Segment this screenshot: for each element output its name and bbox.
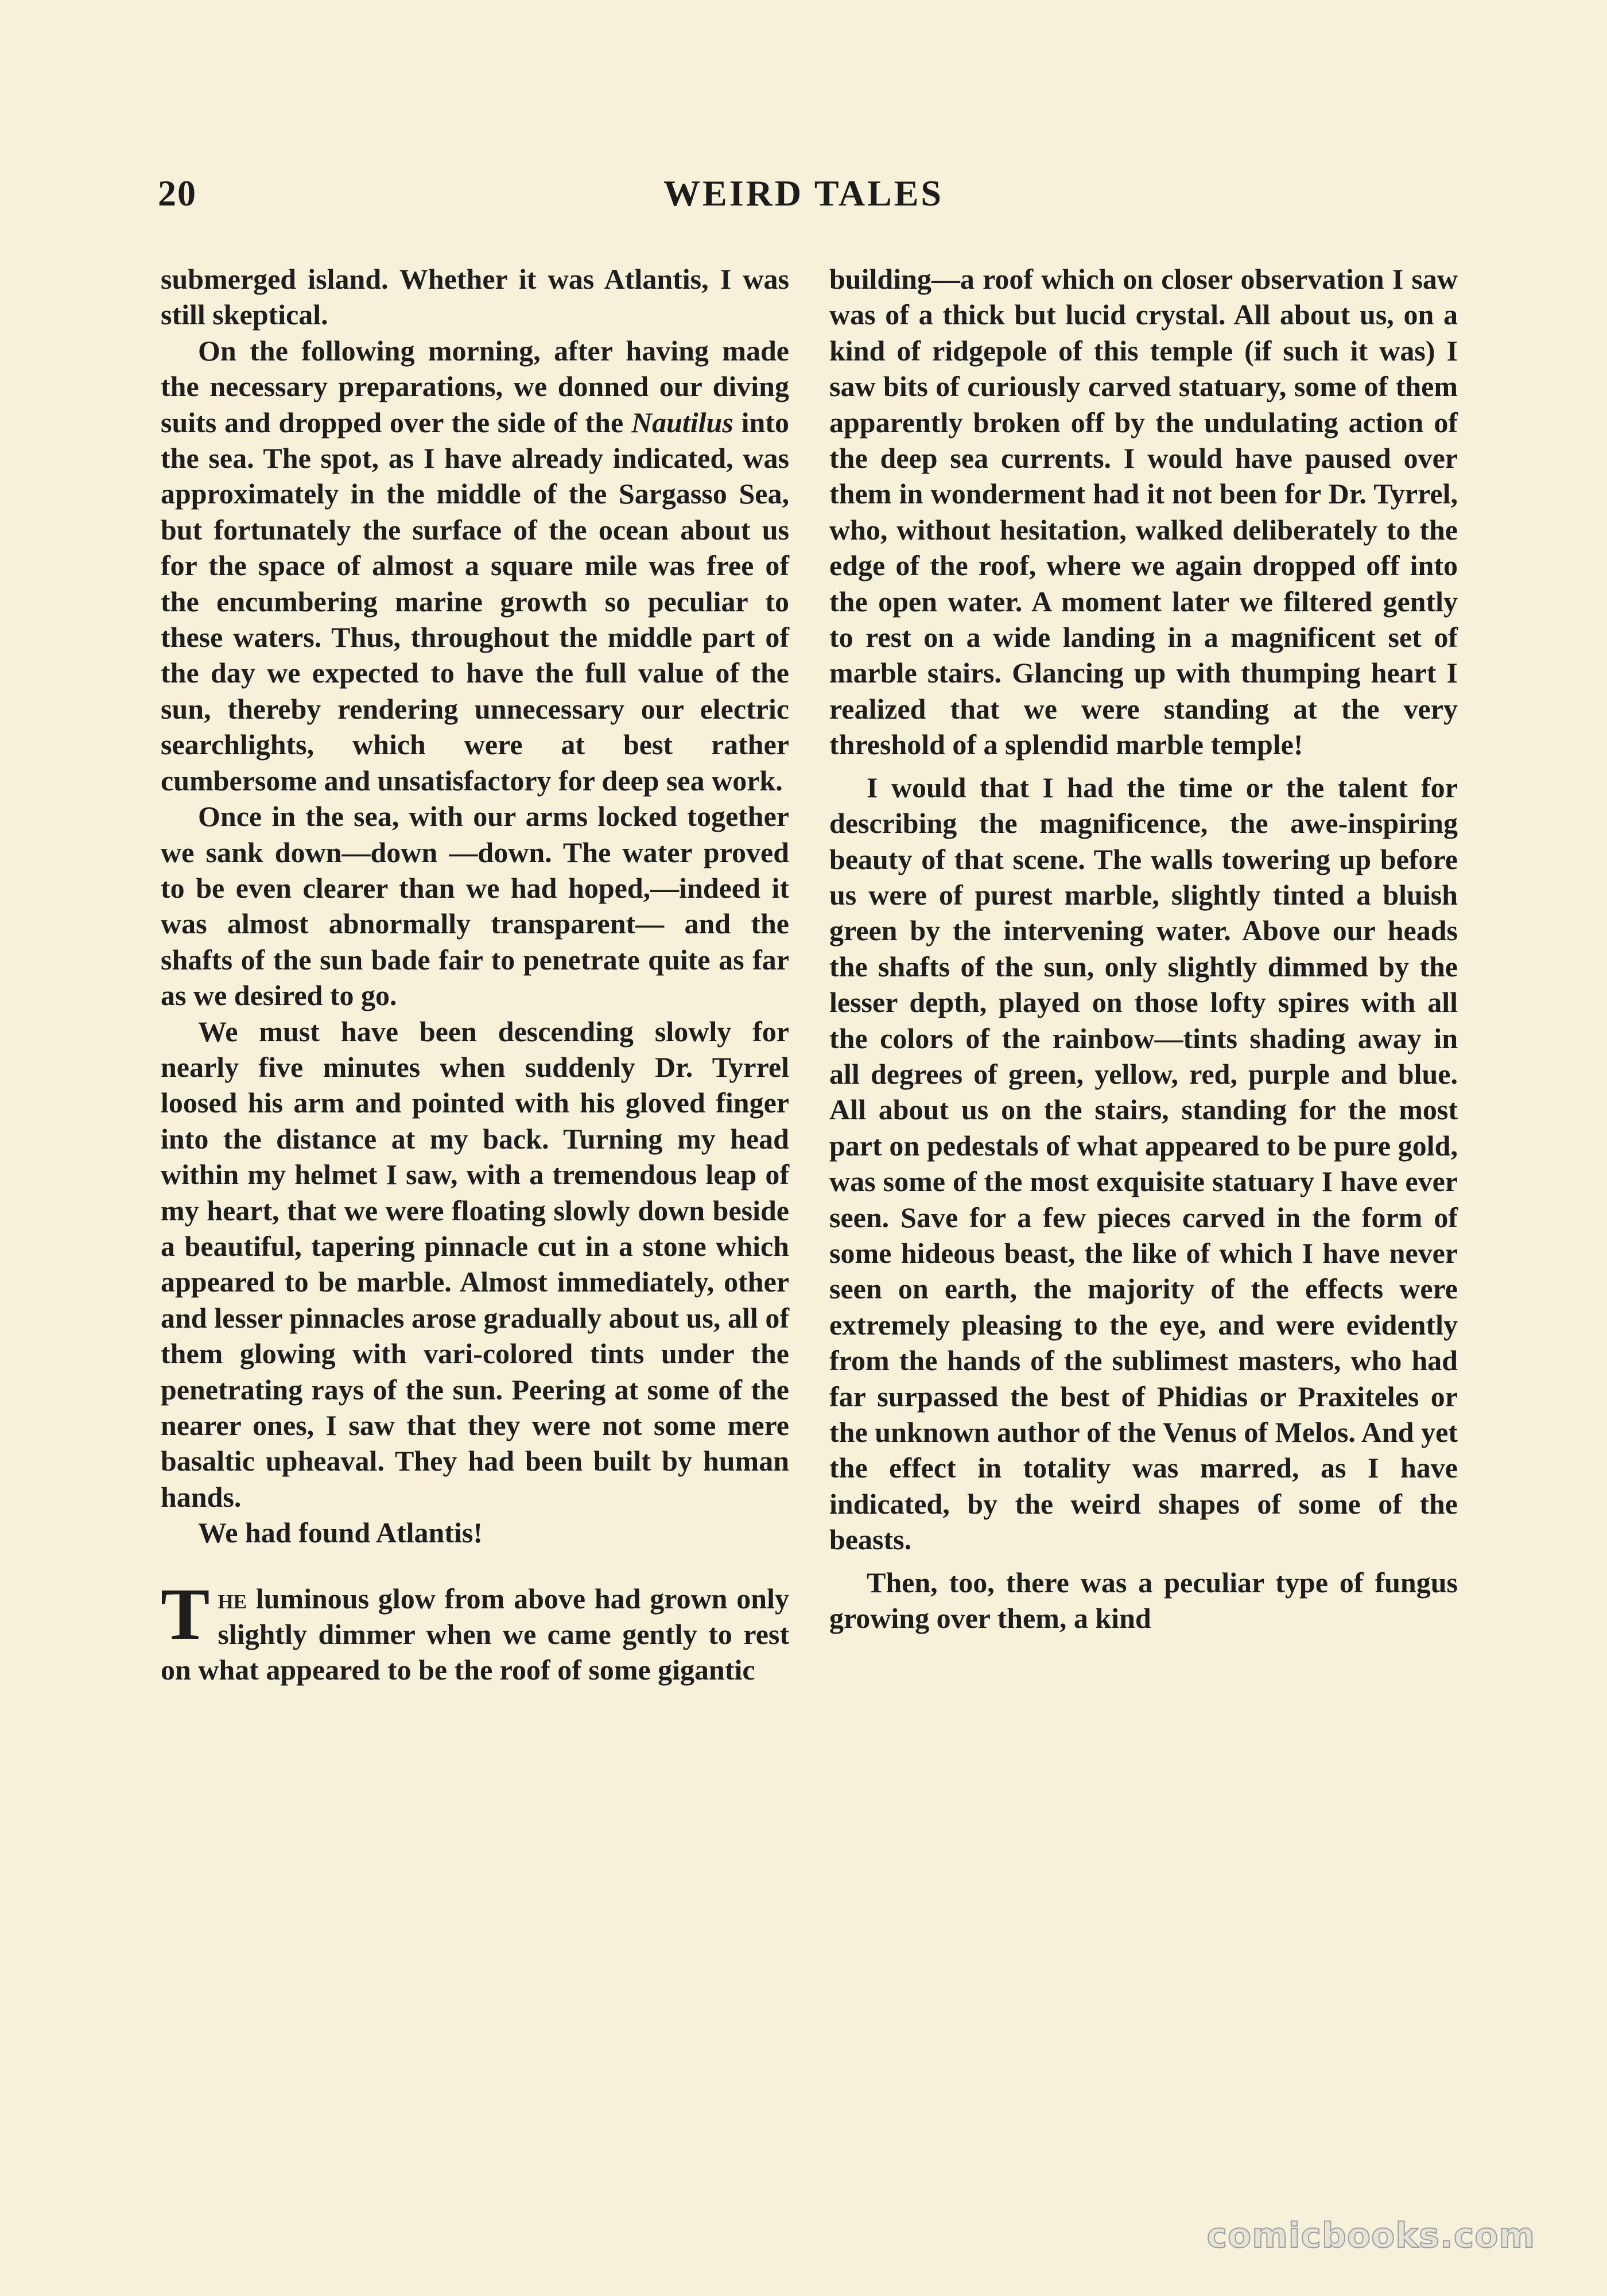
paragraph: Then, too, there was a peculiar type of fungus growing over them, a kind bbox=[829, 1566, 1458, 1635]
section-start-paragraph bbox=[161, 1573, 789, 1688]
paragraph: We had found Atlantis! bbox=[198, 1517, 483, 1549]
paragraph: Once in the sea, with our arms locked together we sank down—down —down. The water proved to be even clearer than we had hoped,—indeed it was almost abnormally transparent— and the shafts of the sun bade fair to penetrate quite as far as we desired to go. bbox=[161, 800, 789, 1012]
page-header bbox=[158, 172, 1449, 230]
paragraph: building—a roof which on closer observation I saw was of a thick but lucid crystal. All about us, on a kind of ridgepole of this temple (if such it was) I saw bits of curiously carved statuary, some of them apparently broken off by the undulating action of the deep sea currents. I would have paused over them in wonderment had it not been for Dr. Tyrrel, who, without hesitation, walked deliberately to the edge of the roof, where we again dropped off into the open water. A moment later we filtered gently to rest on a wide landing in a magnificent set of marble stairs. Glancing up with thumping heart I realized that we were standing at the very threshold of a splendid marble temple! bbox=[829, 263, 1458, 761]
running-head: WEIRD TALES bbox=[663, 173, 944, 214]
paragraph: We must have been descending slowly for nearly five minutes when suddenly Dr. Tyrrel loosed his arm and pointed with his gloved finger into the distance at my back. Turning my head within my helmet I saw, with a tremendous leap of my heart, that we were floating slowly down beside a beautiful, tapering pinnacle cut in a stone which appeared to be marble. Almost immediately, other and lesser pinnacles arose gradually about us, all of them glowing with vari-colored tints under the penetrating rays of the sun. Peering at some of the nearer ones, I saw that they were not some mere basaltic upheaval. They had been built by human hands. bbox=[161, 1015, 789, 1513]
small-caps-text: he bbox=[218, 1582, 247, 1615]
watermark: comicbooks.com bbox=[1206, 2216, 1535, 2256]
paragraph-text: luminous glow from above had grown only slightly dimmer when we came gently to rest on what appeared to be the roof of some gigantic bbox=[161, 1582, 789, 1686]
paragraph bbox=[161, 333, 789, 798]
right-column bbox=[829, 261, 1458, 1636]
paragraph-text: into the sea. The spot, as I have already indicated, was approximately in the middle of the Sargasso Sea, but fortunately the surface of the ocean about us for the space of almost a square mile was free of the encumbering marine growth so peculiar to these waters. Thus, throughout the middle part of the day we expected to have the full value of the sun, thereby rendering unnecessary our electric searchlights, which were at best rather cumbersome and unsatisfactory for deep sea work. bbox=[161, 406, 790, 797]
ship-name: Nautilus bbox=[631, 406, 733, 439]
paragraph: I would that I had the time or the talent for describing the magnificence, the awe-inspiring beauty of that scene. The walls towering up before us were of purest marble, slightly tinted a bluish green by the intervening water. Above our heads the shafts of the sun, only slightly dimmed by the lesser depth, played on those lofty spires with all the colors of the rainbow—tints shading away in all degrees of green, yellow, red, purple and blue. All about us on the stairs, standing for the most part on pedestals of what appeared to be pure gold, was some of the most exquisite statuary I have ever seen. Save for a few pieces carved in the form of some hideous beast, the like of which I have never seen on earth, the majority of the effects were extremely pleasing to the eye, and were evidently from the hands of the sublimest masters, who had far surpassed the best of Phidias or Praxiteles or the unknown author of the Venus of Melos. And yet the effect in totality was marred, as I have indicated, by the weird shapes of some of the beasts. bbox=[829, 771, 1458, 1556]
drop-cap: T bbox=[161, 1573, 210, 1655]
page-number: 20 bbox=[158, 173, 197, 214]
left-column bbox=[161, 261, 789, 1688]
paragraph: submerged island. Whether it was Atlantis, I was still skeptical. bbox=[161, 263, 789, 331]
paragraph-text: On the following morning, after having made the necessary preparations, we donned our diving suits and dropped over the side of the bbox=[161, 334, 789, 439]
